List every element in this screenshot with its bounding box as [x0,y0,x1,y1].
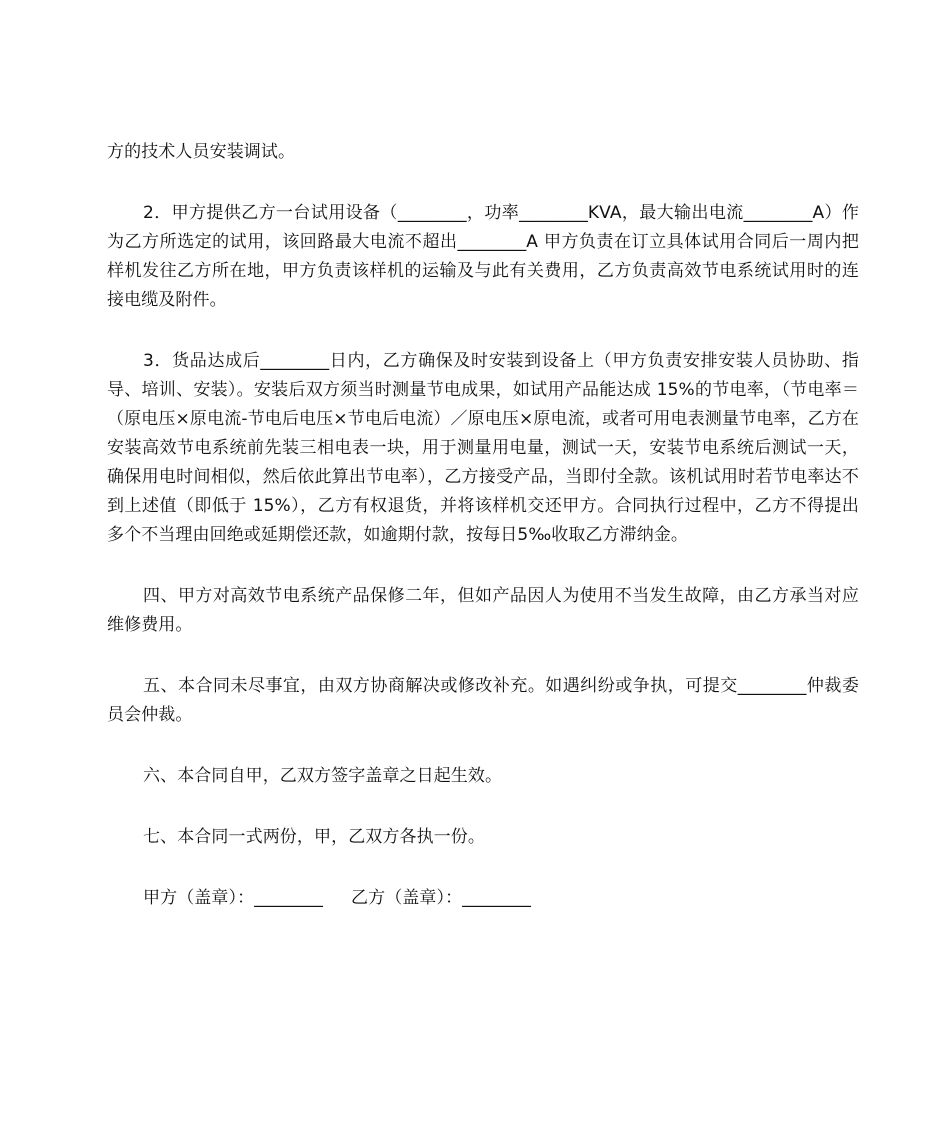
paragraph-continuation: 方的技术人员安装调试。 [107,142,296,162]
clause-2-trial-equipment: 2．甲方提供乙方一台试用设备（________，功率________KVA，最大输出电流________A）作为乙方所选定的试用，该回路最大电流不超出________A 甲方负责在订立具体试用合同后一周内把样机发往乙方所在地，甲方负责该样机的运输及与此有关费用，乙方负责高效节电系统试用时的连接电缆及附件。 [107,203,859,310]
party-a-signature: 甲方（盖章）：________ [143,888,323,908]
clause-7-copies: 七、本合同一式两份，甲，乙双方各执一份。 [143,827,485,847]
contract-body [107,138,859,913]
clause-4-warranty: 四、甲方对高效节电系统产品保修二年，但如产品因人为使用不当发生故障，由乙方承当对应维修费用。 [107,586,859,635]
clause-3-installation-payment: 3．货品达成后________日内，乙方确保及时安装到设备上（甲方负责安排安装人员协助、指导、培训、安装）。安装后双方须当时测量节电成果，如试用产品能达成 15%的节电率，（节电率＝（原电压×原电流-节电后电压×节电后电流）／原电压×原电流，或者可用电表测量节电率，乙方在安装高效节电系统前先装三相电表一块，用于测量用电量，测试一天，安装节电系统后测试一天，确保用电时间相似，然后依此算出节电率），乙方接受产品，当即付全款。该机试用时若节电率达不到上述值（即低于 15%），乙方有权退货，并将该样机交还甲方。合同执行过程中，乙方不得提出多个不当理由回绝或延期偿还款，如逾期付款，按每日5‰收取乙方滞纳金。 [107,351,859,545]
signature-line [107,884,859,913]
clause-5-dispute: 五、本合同未尽事宜，由双方协商解决或修改补充。如遇纠纷或争执，可提交________仲裁委员会仲裁。 [107,676,859,725]
party-b-signature: 乙方（盖章）：________ [351,888,531,908]
clause-6-effective: 六、本合同自甲，乙双方签字盖章之日起生效。 [143,766,503,786]
